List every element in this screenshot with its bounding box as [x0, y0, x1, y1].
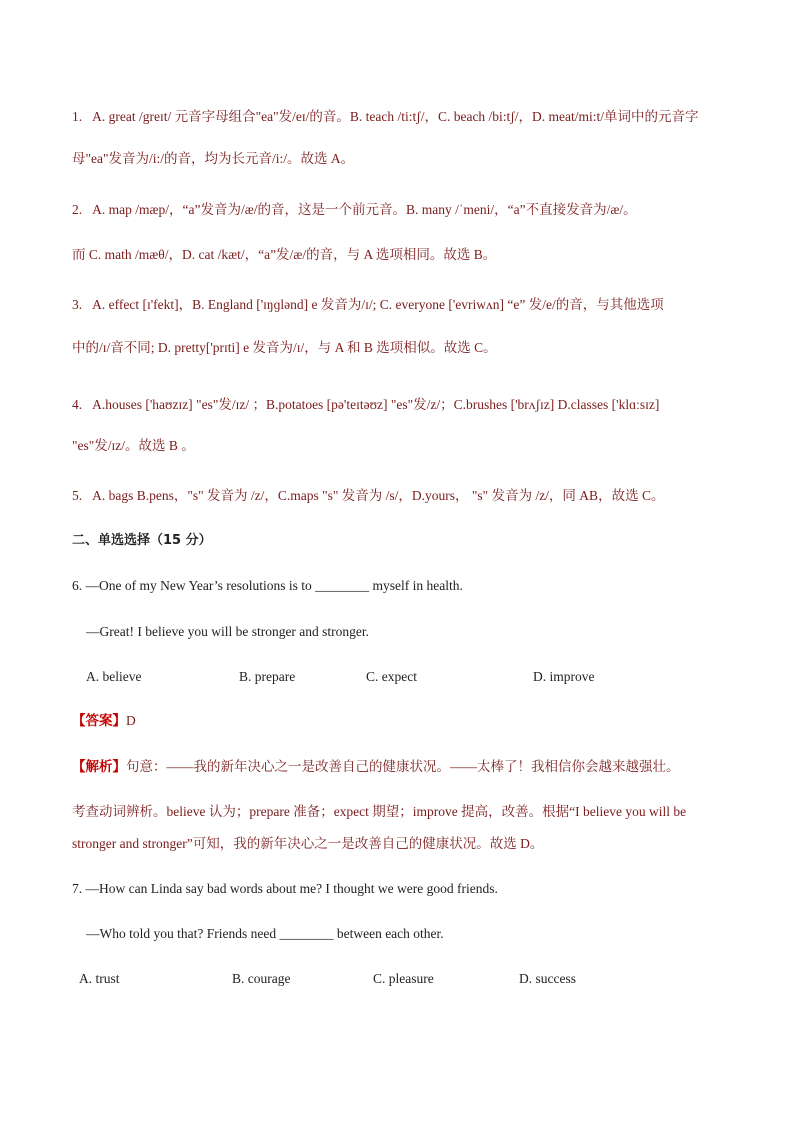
answer-value: D — [126, 713, 136, 728]
analysis-label: 【解析】 — [72, 759, 126, 775]
question-6-answer — [72, 711, 732, 731]
question-6-reply: —Great! I believe you will be stronger and stronger. — [86, 624, 370, 639]
explanation-2-line-2: 而 C. math /mæθ/，D. cat /kæt/，“a”发/æ/的音，与 A 选项相同。故选 B。 — [72, 247, 497, 262]
question-7-reply: —Who told you that? Friends need ________ between each other. — [86, 926, 444, 941]
question-7-option-c: C. pleasure — [373, 971, 434, 986]
question-6-option-c: C. expect — [366, 669, 417, 684]
question-6-option-b: B. prepare — [239, 669, 296, 684]
explanation-4-line-1: 4. A.houses ['haʊzɪz] "es"发/ɪz/ ；B.potatoes [pə'teɪtəʊz] "es"发/z/；C.brushes ['brʌʃɪz] D.classes ['klɑːsɪz] — [72, 397, 660, 412]
question-6-analysis-line-3: stronger and stronger”可知，我的新年决心之一是改善自己的健康状况。故选 D。 — [72, 836, 544, 851]
question-6-stem: 6. —One of my New Year’s resolutions is to ________ myself in health. — [72, 578, 463, 593]
section-title: 二、单选选择（15 分） — [72, 533, 212, 548]
question-6-analysis-line-1: 【解析】句意：——我的新年决心之一是改善自己的健康状况。——太棒了！我相信你会越来越强壮。 — [72, 759, 680, 775]
explanation-3-line-2: 中的/ɪ/音不同; D. pretty['prɪti] e 发音为/ɪ/，与 A 和 B 选项相似。故选 C。 — [72, 340, 497, 355]
explanation-3-line-1: 3. A. effect [ɪ'fekt]，B. England ['ɪŋɡlənd] e 发音为/ɪ/; C. everyone ['evriwʌn] “e” 发/e/的音，与其他选项 — [72, 297, 664, 312]
question-7-stem: 7. —How can Linda say bad words about me? I thought we were good friends. — [72, 881, 498, 896]
question-6-analysis-line-2: 考查动词辨析。believe 认为；prepare 准备；expect 期望；improve 提高，改善。根据“I believe you will be — [72, 804, 687, 819]
answer-label: 【答案】 — [72, 713, 126, 729]
question-7-option-d: D. success — [519, 971, 576, 986]
question-6-option-d: D. improve — [533, 669, 595, 684]
explanation-1-line-1: 1. A. great /greɪt/ 元音字母组合"ea"发/eɪ/的音。B. teach /ti:tʃ/，C. beach /bi:tʃ/，D. meat/mi:t/单词中的元音字 — [72, 109, 699, 124]
explanation-2-number: 2. — [72, 202, 83, 217]
question-7-option-a: A. trust — [79, 971, 120, 986]
explanation-4-number: 4. — [72, 397, 83, 412]
explanation-1-number: 1. — [72, 109, 83, 124]
explanation-2-line-1: 2. A. map /mæp/，“a”发音为/æ/的音，这是一个前元音。B. many /ˈmeni/，“a”不直接发音为/æ/。 — [72, 202, 637, 217]
question-6-option-a: A. believe — [86, 669, 142, 684]
question-7-option-b: B. courage — [232, 971, 291, 986]
explanation-1-line-2: 母"ea"发音为/i:/的音，均为长元音/i:/。故选 A。 — [72, 151, 355, 166]
explanation-3-number: 3. — [72, 297, 83, 312]
explanation-5-line-1: 5. A. bags B.pens，"s" 发音为 /z/，C.maps "s" 发音为 /s/，D.yours， "s" 发音为 /z/，同 AB，故选 C。 — [72, 488, 665, 503]
explanation-4-line-2: "es"发/ɪz/。故选 B 。 — [72, 438, 195, 453]
explanation-5-number: 5. — [72, 488, 83, 503]
